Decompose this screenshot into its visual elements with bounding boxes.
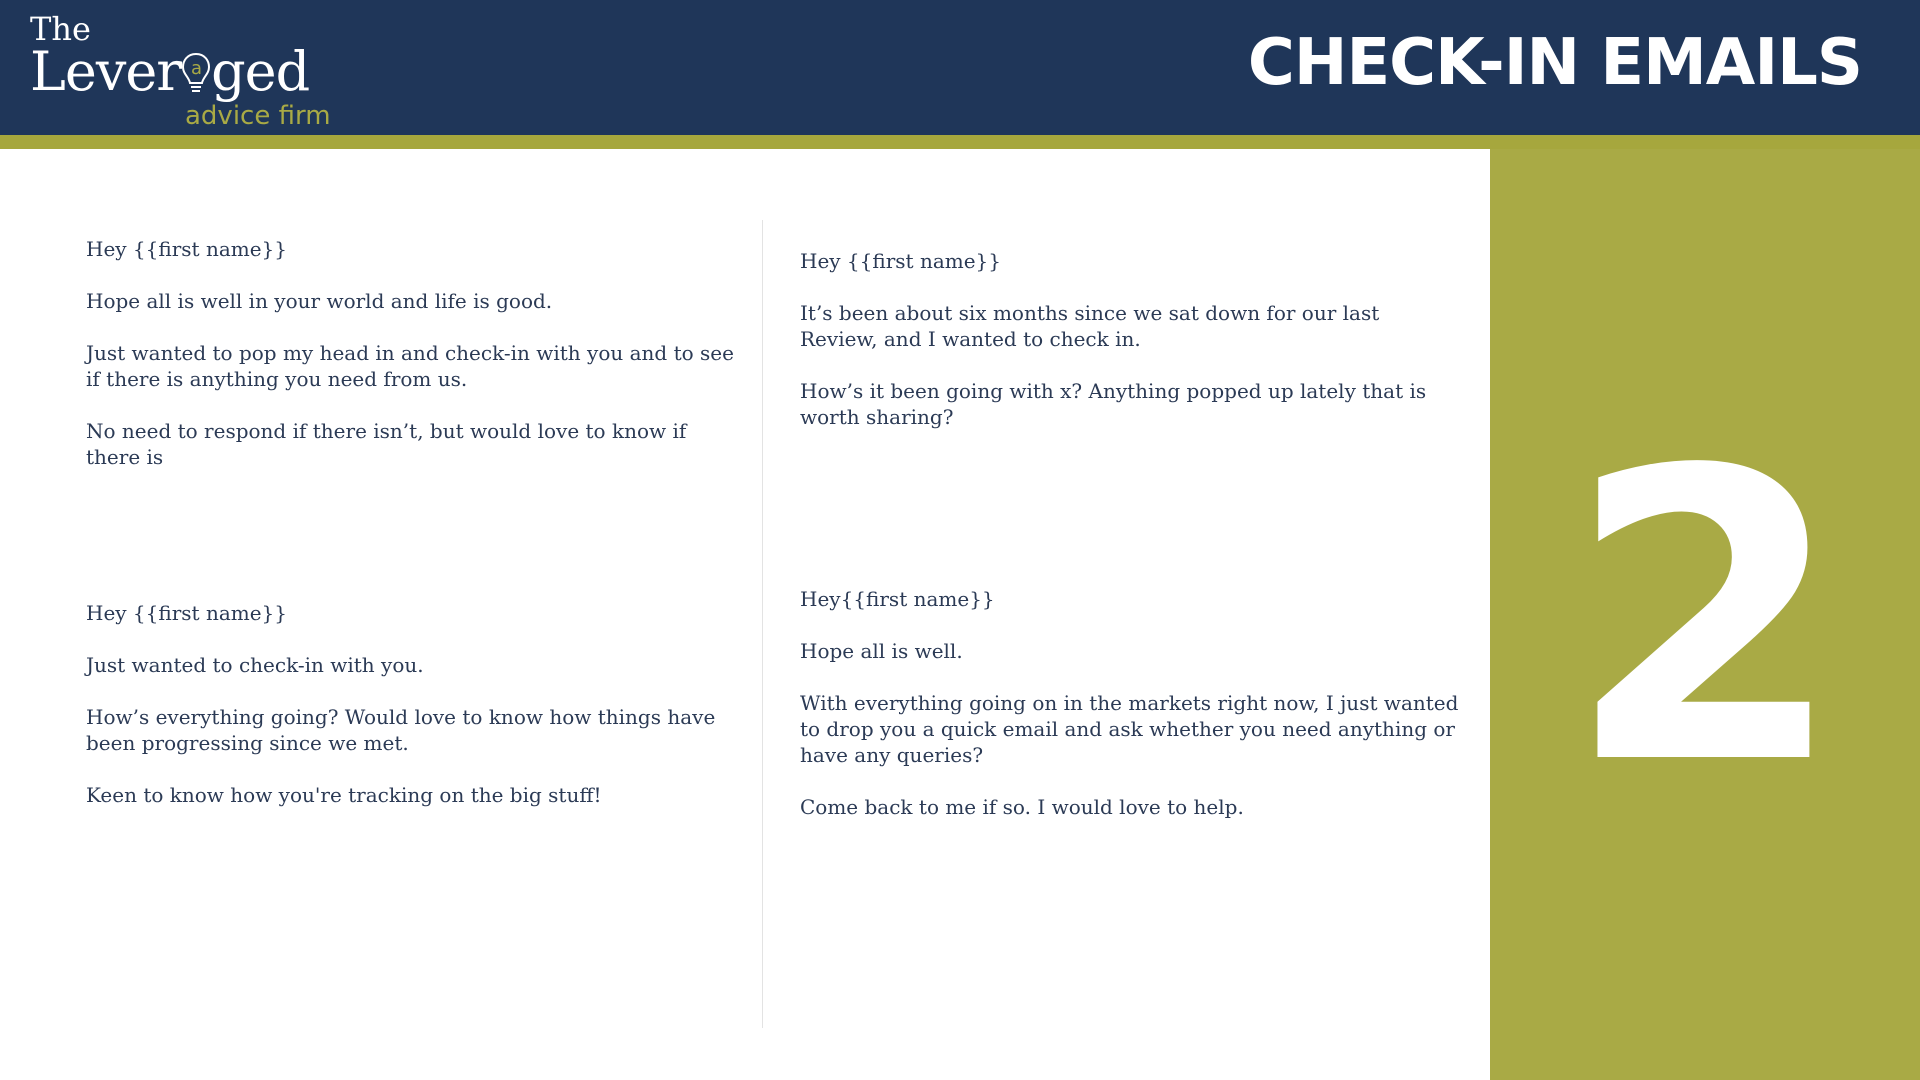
email-template-4 bbox=[800, 586, 1460, 846]
email-paragraph: How’s it been going with x? Anything popped up lately that is worth sharing? bbox=[800, 379, 1427, 429]
slide-number: 2 bbox=[1565, 387, 1845, 852]
email-greeting: Hey {{first name}} bbox=[800, 249, 1001, 273]
email-paragraph: It’s been about six months since we sat down for our last Review, and I wanted to check in. bbox=[800, 301, 1380, 351]
email-paragraph: With everything going on in the markets right now, I just wanted to drop you a quick email and ask whether you need anything or have any queries? bbox=[800, 691, 1459, 767]
email-paragraph: Keen to know how you're tracking on the big stuff! bbox=[86, 783, 602, 807]
lightbulb-icon bbox=[181, 40, 211, 94]
header-bar bbox=[0, 0, 1920, 135]
email-greeting: Hey {{first name}} bbox=[86, 601, 287, 625]
email-paragraph: Just wanted to pop my head in and check-in with you and to see if there is anything you need from us. bbox=[86, 341, 734, 391]
page-title: CHECK-IN EMAILS bbox=[1247, 26, 1862, 100]
accent-divider-strip bbox=[0, 135, 1920, 149]
logo bbox=[30, 8, 350, 133]
email-paragraph: How’s everything going? Would love to know how things have been progressing since we met. bbox=[86, 705, 716, 755]
email-greeting: Hey{{first name}} bbox=[800, 587, 995, 611]
logo-word-end: ged bbox=[211, 40, 310, 103]
email-greeting: Hey {{first name}} bbox=[86, 237, 287, 261]
email-paragraph: Come back to me if so. I would love to help. bbox=[800, 795, 1244, 819]
email-template-3 bbox=[86, 600, 736, 834]
logo-tagline: advice firm bbox=[185, 101, 331, 131]
logo-wordmark bbox=[30, 40, 309, 103]
logo-word-start: Lever bbox=[30, 40, 182, 103]
email-template-1 bbox=[86, 236, 736, 496]
email-template-2 bbox=[800, 248, 1460, 456]
email-paragraph: Hope all is well in your world and life is good. bbox=[86, 289, 553, 313]
column-divider bbox=[762, 220, 763, 1028]
logo-the: The bbox=[30, 10, 91, 48]
logo-bulb-letter: a bbox=[191, 58, 202, 79]
email-paragraph: Just wanted to check-in with you. bbox=[86, 653, 424, 677]
email-paragraph: Hope all is well. bbox=[800, 639, 963, 663]
email-paragraph: No need to respond if there isn’t, but would love to know if there is bbox=[86, 419, 687, 469]
